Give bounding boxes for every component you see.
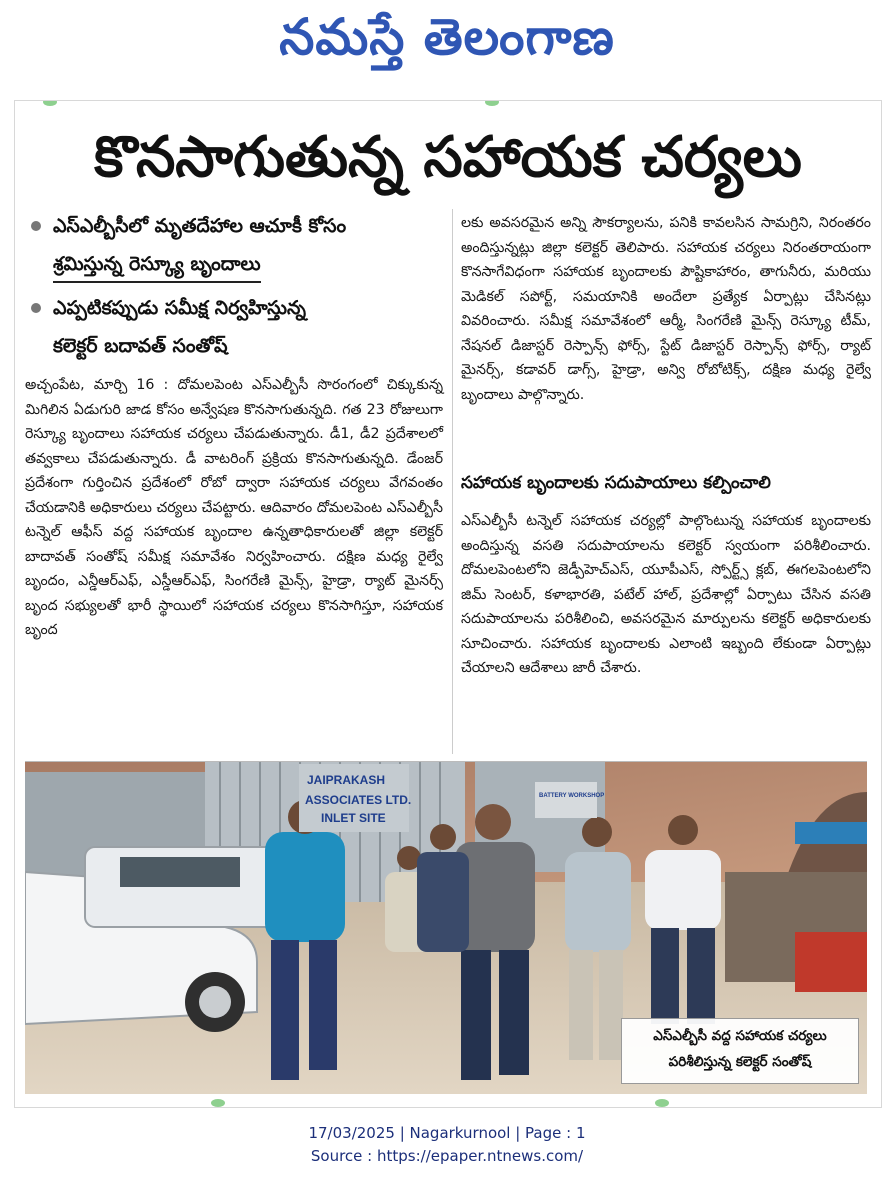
bullet-line: శ్రమిస్తున్న రెస్క్యూ బృందాలు <box>53 247 261 283</box>
bullet-line: ఎస్ఎల్బీసీలో మృతదేహాల ఆచూకీ కోసం <box>53 215 347 237</box>
bullet-icon <box>31 221 41 231</box>
decorative-dot <box>655 1099 669 1107</box>
news-photo <box>25 761 867 1094</box>
bullet-icon <box>31 303 41 313</box>
column-divider <box>452 209 453 754</box>
newspaper-title: నమస్తే తెలంగాణ <box>279 8 615 66</box>
caption-line: ఎస్ఎల్బీసీ వద్ద సహాయక చర్యలు <box>653 1028 827 1044</box>
masthead <box>0 0 894 78</box>
sign-text: ASSOCIATES LTD. <box>305 793 412 807</box>
footer-source-line: Source : https://epaper.ntnews.com/ <box>310 1147 584 1165</box>
highlight-bullet <box>27 289 447 365</box>
bullet-line: ఎప్పటికప్పుడు సమీక్ష నిర్వహిస్తున్న <box>53 297 306 319</box>
decorative-dot <box>211 1099 225 1107</box>
body-column-right: లకు అవసరమైన అన్ని సౌకర్యాలను, పనికి కావలసిన సామగ్రిని, నిరంతరం అందిస్తున్నట్లు జిల్లా కలెక్టర్ తెలిపారు. సహాయక చర్యలు నిరంతరాయంగా కొనసాగేవిధంగా సహాయక బృందాలకు పౌష్టికాహారం, తాగునీరు, మరియు మెడికల్ సపోర్ట్, సమయానికి అందేలా ప్రత్యేక ఏర్పాట్లు చేసినట్లు వివరించారు. సమీక్ష సమావేశంలో ఆర్మీ, సింగరేణి మైన్స్ రెస్క్యూ టీమ్, నేషనల్ డిజాస్టర్ రెస్పాన్స్ ఫోర్స్, స్టేట్ డిజాస్టర్ రెస్పాన్స్ ఫోర్స్, ర్యాట్ మైనర్స్, కడావర్ డాగ్స్, హైడ్రా, అన్వి రోబోటిక్స్, దక్షిణ మధ్య రైల్వే బృందాలు పాల్గొన్నారు. <box>461 215 871 403</box>
footer-date-line: 17/03/2025 | Nagarkurnool | Page : 1 <box>308 1124 586 1142</box>
subheading: సహాయక బృందాలకు సదుపాయాలు కల్పించాలి <box>461 473 771 493</box>
decorative-dot <box>43 100 57 106</box>
bullet-line: కలెక్టర్ బదావత్ సంతోష్ <box>53 335 228 357</box>
sign-text-small: BATTERY WORKSHOP <box>539 793 605 799</box>
sign-text: INLET SITE <box>321 811 386 825</box>
sign-text: JAIPRAKASH <box>307 773 386 787</box>
caption-line: పరిశీలిస్తున్న కలెక్టర్ సంతోష్ <box>668 1054 812 1070</box>
decorative-dot <box>485 100 499 106</box>
headline: కొనసాగుతున్న సహాయక చర్యలు <box>94 125 802 190</box>
body-column-right-2: ఎస్ఎల్బీసీ టన్నెల్ సహాయక చర్యల్లో పాల్గొంటున్న సహాయక బృందాలకు అందిస్తున్న వసతి సదుపాయాలను కలెక్టర్ స్వయంగా పరిశీలించారు. దోమలపెంటలోని జెడ్పీహెచ్ఎస్, యూపీఎస్, స్పోర్ట్స్ క్లబ్, ఈగలపెంటలోని జిమ్ సెంటర్, కళాభారతి, పటేల్ హాల్, ప్రదేశాల్లో ఏర్పాటు చేసిన వసతి సదుపాయాలను పరిశీలించి, అవసరమైన మార్పులను కలెక్టర్ అధికారులకు సూచించారు. సహాయక బృందాలకు ఎలాంటి ఇబ్బంది లేకుండా ఏర్పాట్లు చేయాలని ఆదేశాలు జారీ చేశారు. <box>461 513 871 676</box>
highlight-bullets <box>27 207 447 371</box>
body-column-left: అచ్చంపేట, మార్చి 16 : దోమలపెంట ఎస్ఎల్బీసీ సొరంగంలో చిక్కుకున్న మిగిలిన ఏడుగురి జాడ కోసం అన్వేషణ కొనసాగుతున్నది. గత 23 రోజులుగా రెస్క్యూ బృందాలు సహాయక చర్యలు చేపడుతున్నారు. డీ1, డీ2 ప్రదేశాలలో తవ్వకాలు చేపడుతున్నారు. డీ వాటరింగ్ ప్రక్రియ కొనసాగుతున్నది. డేంజర్ ప్రదేశంగా గుర్తించిన ప్రదేశంలో రోబో ద్వారా సహాయక చర్యలు వేగవంతం చేయడానికి అధికారులు చర్యలు చేపట్టారు. ఆదివారం దోమలపెంట ఎస్ఎల్బీసీ టన్నెల్ ఆఫీస్ వద్ద సహాయక బృందాల ఉన్నతాధికారులతో జిల్లా కలెక్టర్ బాదావత్ సంతోష్ సమీక్ష సమావేశం నిర్వహించారు. దక్షిణ మధ్య రైల్వే బృందం, ఎన్డీఆర్ఎఫ్, ఎస్డీఆర్ఎఫ్, సింగరేణి మైన్స్, హైడ్రా, ర్యాట్ మైనర్స్ బృంద సభ్యులతో భారీ స్థాయిలో సహాయక చర్యలు కొనసాగిస్తూ, సహాయక బృంద <box>25 377 443 638</box>
highlight-bullet <box>27 207 447 283</box>
article-clipping <box>14 100 882 1108</box>
photo-caption <box>621 1018 859 1084</box>
page-footer <box>0 1122 894 1168</box>
